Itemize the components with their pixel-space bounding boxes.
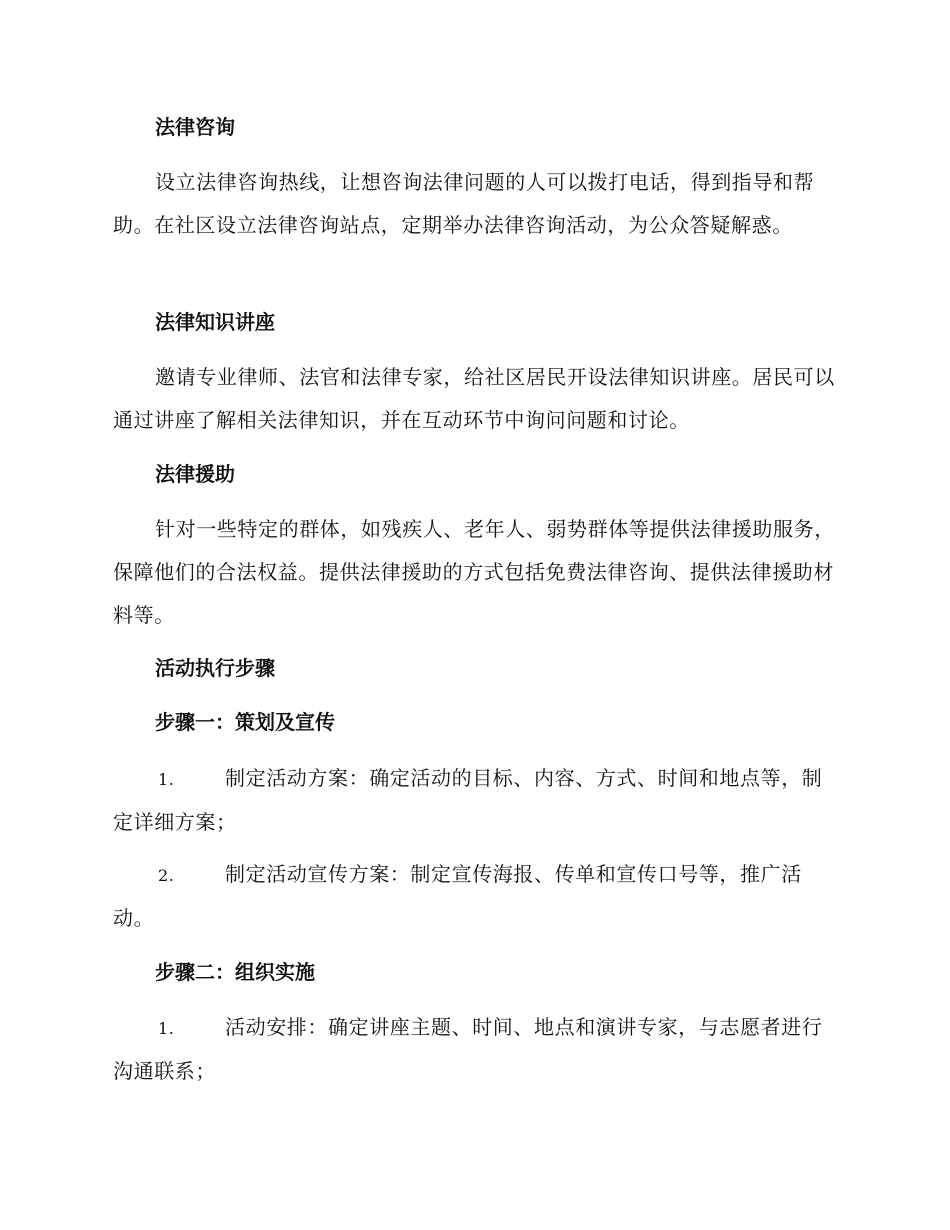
list-number: 2.: [158, 866, 175, 885]
section-heading-legal-lecture: 法律知识讲座: [155, 310, 275, 334]
step1-heading: 步骤一：策划及宣传: [155, 710, 335, 734]
step2-item-1: [113, 1006, 835, 1093]
list-number: 1.: [158, 770, 175, 789]
section-body-legal-consultation: 设立法律咨询热线，让想咨询法律问题的人可以拨打电话，得到指导和帮助。在社区设立法律咨询站点，定期举办法律咨询活动，为公众答疑解惑。: [113, 170, 815, 237]
execution-heading: 活动执行步骤: [155, 656, 275, 680]
section-body-legal-lecture: 邀请专业律师、法官和法律专家，给社区居民开设法律知识讲座。居民可以通过讲座了解相关法律知识，并在互动环节中询问问题和讨论。: [113, 365, 835, 432]
section-heading-legal-aid: 法律援助: [155, 462, 235, 486]
section-heading-legal-consultation: 法律咨询: [155, 115, 235, 139]
step2-heading: 步骤二：组织实施: [155, 960, 315, 984]
list-item-text: 制定活动方案：确定活动的目标、内容、方式、时间和地点等，制定详细方案；: [113, 766, 823, 834]
step1-item-2: [113, 853, 835, 940]
section-body-legal-aid: 针对一些特定的群体，如残疾人、老年人、弱势群体等提供法律援助服务，保障他们的合法权益。提供法律援助的方式包括免费法律咨询、提供法律援助材料等。: [113, 517, 835, 627]
list-number: 1.: [158, 1019, 175, 1038]
step1-item-1: [113, 757, 835, 844]
list-item-text: 活动安排：确定讲座主题、时间、地点和演讲专家，与志愿者进行沟通联系；: [113, 1015, 823, 1083]
list-item-text: 制定活动宣传方案：制定宣传海报、传单和宣传口号等，推广活动。: [113, 862, 802, 930]
